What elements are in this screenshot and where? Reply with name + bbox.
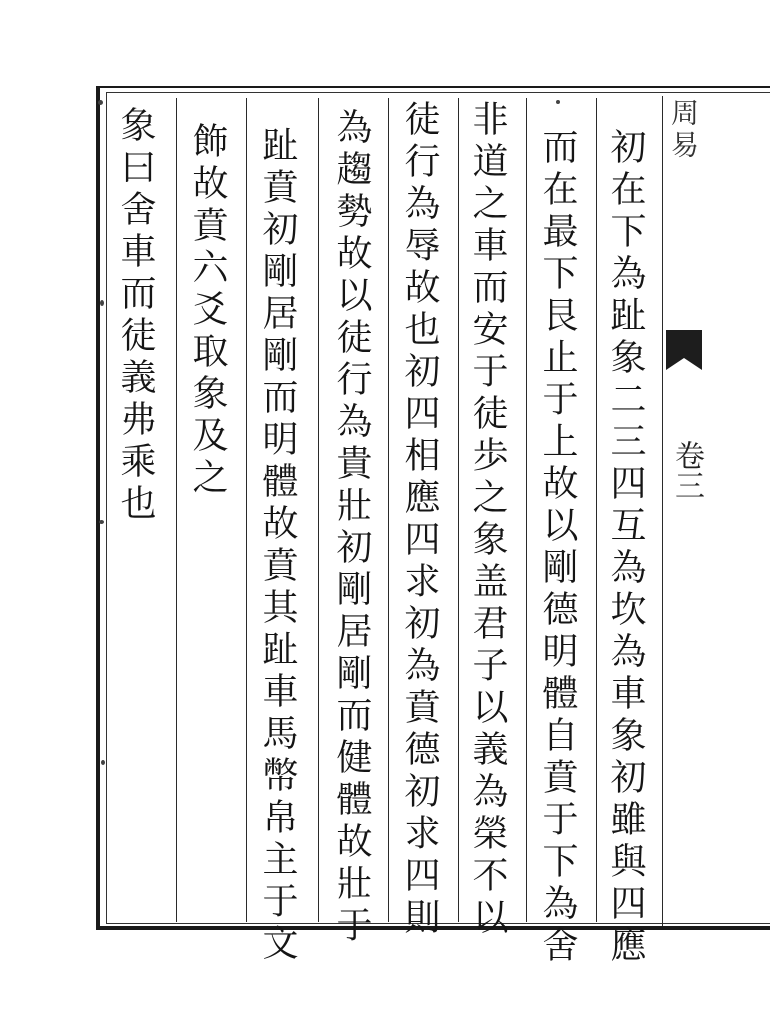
scan-speckle [99, 520, 104, 524]
column-rule [596, 98, 597, 922]
text-column-4: 徒行為辱故也初四相應四求初為賁德初求四則 [399, 100, 440, 940]
scan-speckle [100, 300, 104, 306]
column-rule [318, 98, 319, 922]
column-rule [246, 98, 247, 922]
margin-book-title: 周易 [667, 98, 700, 162]
fore-edge-margin [660, 96, 768, 926]
text-column-8: 象曰舍車而徒義弗乘也 [115, 106, 156, 526]
scan-speckle [101, 760, 105, 765]
column-rule [526, 98, 527, 922]
text-column-3: 非道之車而安于徒歩之象盖君子以義為榮不以 [467, 100, 508, 940]
scan-speckle [98, 100, 103, 105]
column-rule [388, 98, 389, 922]
scan-speckle [556, 100, 560, 104]
text-column-2: 而在最下艮止于上故以剛德明體自賁于下為舍 [537, 128, 578, 968]
text-column-1: 初在下為趾象二三四互為坎為車象初雖與四應 [605, 128, 646, 968]
text-column-5: 為趨勢故以徒行為貴壯初剛居剛而健體故壯于 [331, 108, 372, 948]
column-rule [458, 98, 459, 922]
text-column-7: 飾故賁六爻取象及之 [187, 122, 228, 500]
text-column-6: 趾賁初剛居剛而明體故賁其趾車馬幣帛主于文 [257, 126, 298, 966]
column-rule [176, 98, 177, 922]
margin-volume-label: 卷三 [669, 440, 704, 500]
